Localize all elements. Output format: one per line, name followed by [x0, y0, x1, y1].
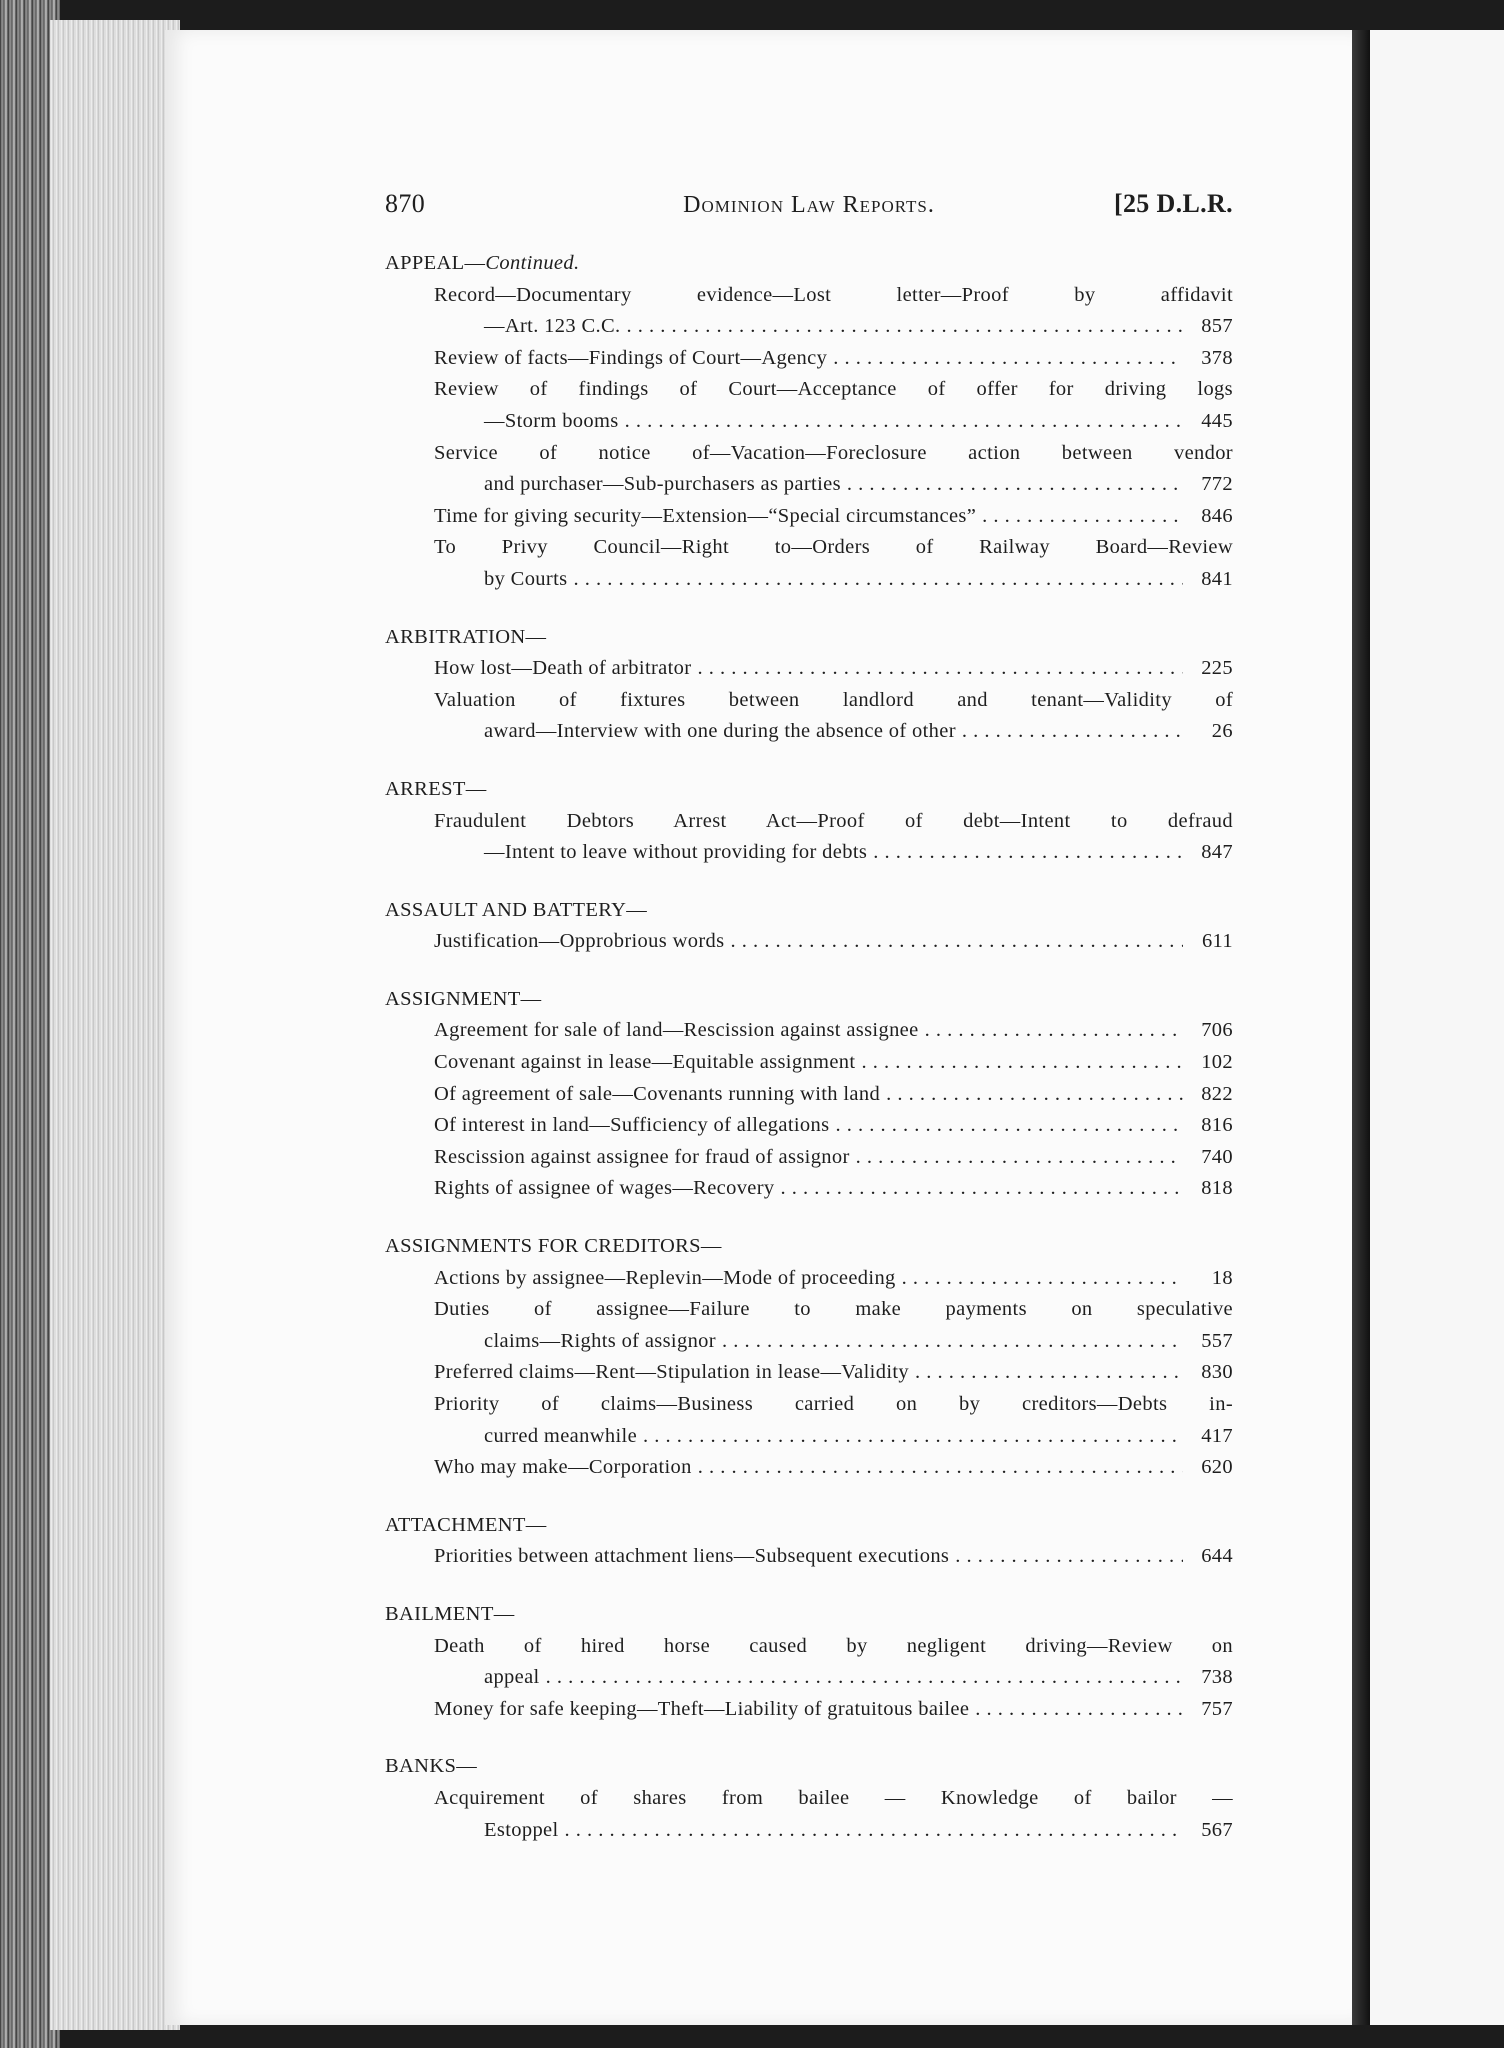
index-entry	[434, 685, 1233, 748]
entry-text: Justification—Opprobrious words	[434, 930, 725, 953]
page-stack-edge	[50, 20, 180, 2030]
entry-line	[434, 1047, 1233, 1079]
entry-line	[434, 1326, 1233, 1358]
entry-text: Of interest in land—Sufficiency of allegations	[434, 1114, 830, 1137]
dot-leader	[915, 1357, 1183, 1389]
dot-leader	[626, 311, 1183, 343]
index-section	[385, 895, 1233, 958]
page-reference: 225	[1201, 657, 1233, 680]
index-entry	[434, 1110, 1233, 1142]
entry-text: and purchaser—Sub-purchasers as parties	[484, 473, 841, 496]
entry-text: Agreement for sale of land—Rescission against assignee	[434, 1019, 919, 1042]
page-reference: 740	[1201, 1145, 1233, 1168]
entry-line	[434, 653, 1233, 685]
dot-leader	[982, 501, 1183, 533]
entry-line	[434, 1173, 1233, 1205]
page-reference: 830	[1201, 1361, 1233, 1384]
dot-leader	[962, 716, 1183, 748]
dot-leader	[955, 1541, 1183, 1573]
dot-leader	[902, 1263, 1183, 1295]
entry-line	[434, 1263, 1233, 1295]
entry-line	[434, 1452, 1233, 1484]
entry-text: —Art. 123 C.C.	[484, 315, 621, 338]
page-reference: 738	[1201, 1666, 1233, 1689]
volume-reference: [25 D.L.R.	[1113, 189, 1233, 218]
page-reference: 772	[1201, 473, 1233, 496]
dot-leader	[698, 1452, 1183, 1484]
section-heading	[385, 774, 1233, 806]
entry-line: Death of hired horse caused by negligent driving—Review on	[434, 1634, 1233, 1657]
heading-continued: Continued.	[485, 252, 580, 274]
index-entry	[434, 1047, 1233, 1079]
page-reference: 26	[1211, 720, 1233, 743]
page-reference: 557	[1201, 1329, 1233, 1352]
entry-text: Money for safe keeping—Theft—Liability of gratuitous bailee	[434, 1697, 970, 1720]
entry-line	[434, 1015, 1233, 1047]
dot-leader	[886, 1079, 1183, 1111]
index-entry	[434, 1173, 1233, 1205]
dot-leader	[730, 926, 1183, 958]
entry-line: Acquirement of shares from bailee — Knowledge of bailor —	[434, 1786, 1233, 1809]
page-reference: 818	[1201, 1177, 1233, 1200]
running-head	[385, 188, 1233, 232]
entry-line	[434, 1541, 1233, 1573]
entry-text: Of agreement of sale—Covenants running with land	[434, 1082, 881, 1105]
index-entry	[434, 926, 1233, 958]
section-heading	[385, 1510, 1233, 1542]
index-section	[385, 1599, 1233, 1725]
entry-line: Review of findings of Court—Acceptance of offer for driving logs	[434, 378, 1233, 401]
journal-title: Dominion Law Reports.	[683, 192, 935, 218]
section-heading	[385, 1231, 1233, 1263]
entry-line	[434, 1815, 1233, 1847]
section-heading	[385, 248, 1233, 280]
entry-line	[434, 343, 1233, 375]
dot-leader	[697, 653, 1183, 685]
entry-line	[434, 1694, 1233, 1726]
page-reference: 417	[1201, 1424, 1233, 1447]
page-reference: 644	[1201, 1545, 1233, 1568]
page-reference: 857	[1201, 315, 1233, 338]
dot-leader	[781, 1173, 1183, 1205]
entry-text: curred meanwhile	[484, 1424, 638, 1447]
dot-leader	[643, 1421, 1183, 1453]
heading-text: ARREST—	[385, 777, 487, 800]
page-reference: 620	[1201, 1456, 1233, 1479]
index-entry	[434, 1357, 1233, 1389]
index-section	[385, 1231, 1233, 1484]
facing-page	[1370, 30, 1504, 2025]
entry-line	[434, 837, 1233, 869]
index-section	[385, 774, 1233, 869]
entry-text: Priorities between attachment liens—Subsequent executions	[434, 1545, 950, 1568]
index-entry	[434, 1142, 1233, 1174]
heading-text: ASSIGNMENT—	[385, 987, 542, 1010]
dot-leader	[546, 1662, 1183, 1694]
heading-text: ARBITRATION—	[385, 625, 547, 648]
entry-line: Record—Documentary evidence—Lost letter—Proof by affidavit	[434, 283, 1233, 306]
page-reference: 567	[1201, 1818, 1233, 1841]
entry-text: Covenant against in lease—Equitable assignment	[434, 1051, 856, 1074]
entry-text: —Storm booms	[484, 409, 619, 432]
index-entry	[434, 501, 1233, 533]
entry-text: award—Interview with one during the absence of other	[484, 720, 956, 743]
index-entry	[434, 1452, 1233, 1484]
index-entry	[434, 532, 1233, 595]
entry-line	[434, 501, 1233, 533]
entry-text: How lost—Death of arbitrator	[434, 657, 692, 680]
dot-leader	[873, 837, 1183, 869]
entry-text: Time for giving security—Extension—“Special circumstances”	[434, 504, 977, 527]
index-entry	[434, 1015, 1233, 1047]
page-reference: 102	[1201, 1051, 1233, 1074]
heading-text: BANKS—	[385, 1755, 478, 1778]
dot-leader	[925, 1015, 1183, 1047]
dot-leader	[565, 1815, 1183, 1847]
section-heading	[385, 622, 1233, 654]
index-entry	[434, 1263, 1233, 1295]
entry-line	[434, 1357, 1233, 1389]
entry-line	[434, 716, 1233, 748]
index-section	[385, 984, 1233, 1205]
entry-line	[434, 469, 1233, 501]
dot-leader	[847, 469, 1183, 501]
entry-text: appeal	[484, 1666, 540, 1689]
index-entry	[434, 1294, 1233, 1357]
heading-text: APPEAL—	[385, 252, 486, 274]
section-heading	[385, 895, 1233, 927]
page-reference: 18	[1211, 1266, 1233, 1289]
page-reference: 706	[1201, 1019, 1233, 1042]
entry-line: Fraudulent Debtors Arrest Act—Proof of debt—Intent to defraud	[434, 809, 1233, 832]
entry-line	[434, 1110, 1233, 1142]
index-section	[385, 248, 1233, 596]
index-entry	[434, 806, 1233, 869]
page-reference: 847	[1201, 841, 1233, 864]
index-entry	[434, 1783, 1233, 1846]
entry-text: claims—Rights of assignor	[484, 1329, 716, 1352]
book-gutter	[1352, 30, 1370, 2025]
index-entry	[434, 280, 1233, 343]
index-entry	[434, 1694, 1233, 1726]
entry-line	[434, 311, 1233, 343]
entry-text: Review of facts—Findings of Court—Agency	[434, 346, 828, 369]
dot-leader	[975, 1694, 1183, 1726]
page-reference: 841	[1201, 567, 1233, 590]
entry-text: Actions by assignee—Replevin—Mode of proceeding	[434, 1266, 896, 1289]
dot-leader	[573, 564, 1183, 596]
index-section	[385, 622, 1233, 748]
heading-text: BAILMENT—	[385, 1602, 515, 1625]
index-sections	[385, 248, 1233, 1846]
heading-text: ASSAULT AND BATTERY—	[385, 898, 648, 921]
page-number: 870	[385, 189, 426, 218]
entry-line	[434, 926, 1233, 958]
dot-leader	[835, 1110, 1183, 1142]
entry-text: by Courts	[484, 567, 568, 590]
page-reference: 757	[1201, 1697, 1233, 1720]
entry-line	[434, 1662, 1233, 1694]
index-section	[385, 1510, 1233, 1573]
index-entry	[434, 1079, 1233, 1111]
index-entry	[434, 343, 1233, 375]
entry-text: Who may make—Corporation	[434, 1456, 692, 1479]
page-reference: 822	[1201, 1082, 1233, 1105]
index-entry	[434, 653, 1233, 685]
heading-text: ASSIGNMENTS FOR CREDITORS—	[385, 1235, 722, 1258]
dot-leader	[861, 1047, 1183, 1079]
section-heading	[385, 1751, 1233, 1783]
index-content	[385, 188, 1233, 1872]
page-reference: 611	[1201, 930, 1233, 953]
entry-text: Estoppel	[484, 1818, 559, 1841]
dot-leader	[625, 406, 1183, 438]
page-reference: 445	[1201, 409, 1233, 432]
entry-line	[434, 1079, 1233, 1111]
entry-line: Duties of assignee—Failure to make payments on speculative	[434, 1298, 1233, 1321]
entry-line: Service of notice of—Vacation—Foreclosure action between vendor	[434, 441, 1233, 464]
index-entry	[434, 374, 1233, 437]
entry-line: Valuation of fixtures between landlord and tenant—Validity of	[434, 688, 1233, 711]
page-reference: 816	[1201, 1114, 1233, 1137]
entry-line: To Privy Council—Right to—Orders of Railway Board—Review	[434, 536, 1233, 559]
entry-line	[434, 1142, 1233, 1174]
section-heading	[385, 1599, 1233, 1631]
dot-leader	[856, 1142, 1183, 1174]
entry-text: —Intent to leave without providing for debts	[484, 841, 868, 864]
heading-text: ATTACHMENT—	[385, 1513, 547, 1536]
page-reference: 378	[1201, 346, 1233, 369]
entry-text: Preferred claims—Rent—Stipulation in lease—Validity	[434, 1361, 910, 1384]
section-heading	[385, 984, 1233, 1016]
index-section	[385, 1751, 1233, 1846]
entry-text: Rights of assignee of wages—Recovery	[434, 1177, 775, 1200]
dot-leader	[833, 343, 1183, 375]
entry-line: Priority of claims—Business carried on by creditors—Debts in-	[434, 1393, 1233, 1415]
page-reference: 846	[1201, 504, 1233, 527]
entry-text: Rescission against assignee for fraud of assignor	[434, 1145, 850, 1168]
index-entry	[434, 1541, 1233, 1573]
index-entry	[434, 1631, 1233, 1694]
entry-line	[434, 564, 1233, 596]
entry-line	[434, 1421, 1233, 1453]
dot-leader	[722, 1326, 1183, 1358]
index-entry	[434, 1389, 1233, 1452]
index-entry	[434, 438, 1233, 501]
entry-line	[434, 406, 1233, 438]
